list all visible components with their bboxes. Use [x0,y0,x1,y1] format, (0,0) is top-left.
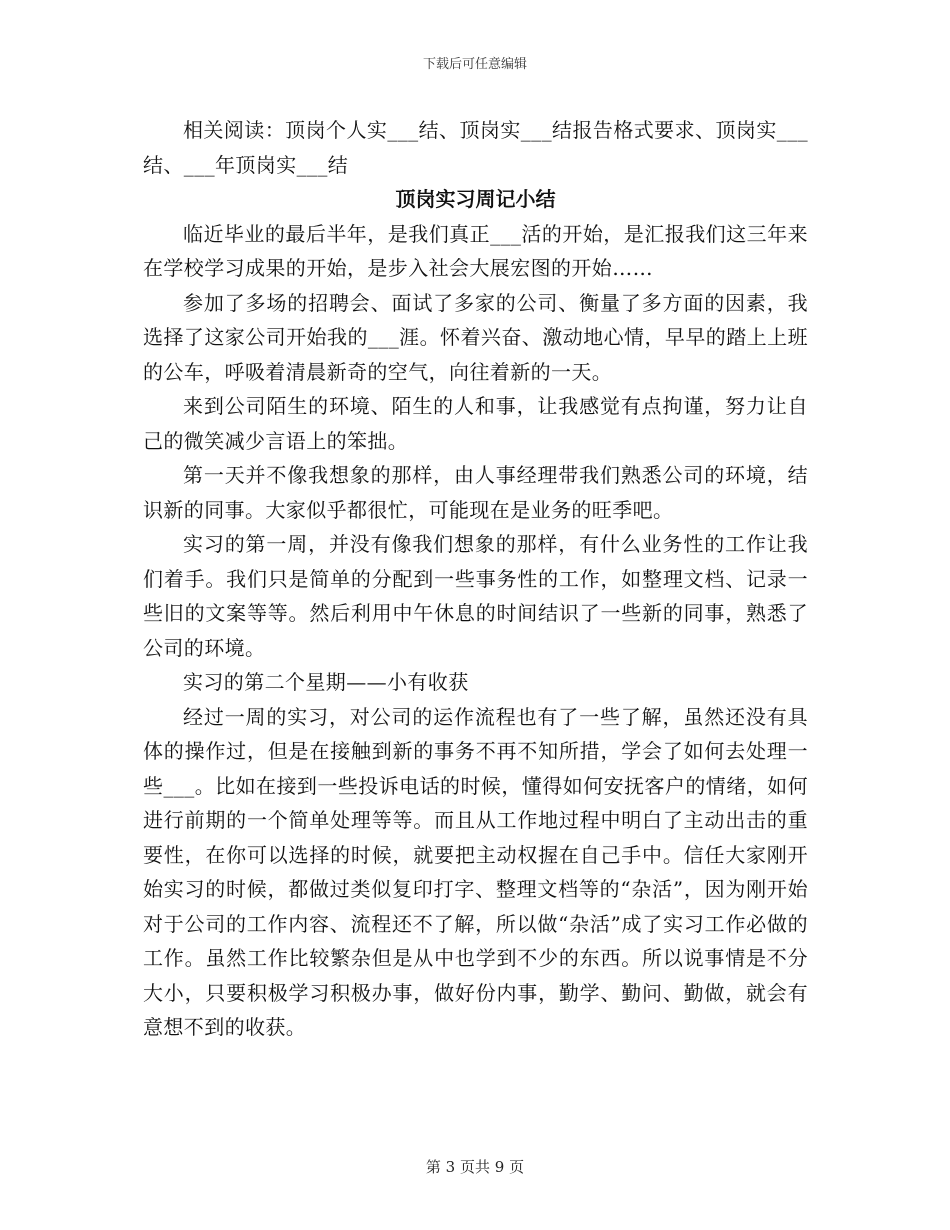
section-heading: 实习的第二个星期——小有收获 [183,670,469,694]
document-body [143,113,808,1045]
paragraph: 来到公司陌生的环境、陌生的人和事，让我感觉有点拘谨，努力让自己的微笑减少言语上的笨拙。 [143,394,808,453]
related-reading: 相关阅读：顶岗个人实___结、顶岗实___结报告格式要求、顶岗实___结、___年顶岗实___结 [143,118,808,177]
paragraph: 第一天并不像我想象的那样，由人事经理带我们熟悉公司的环境，结识新的同事。大家似乎都很忙，可能现在是业务的旺季吧。 [143,463,808,522]
article-title: 顶岗实习周记小结 [395,187,556,211]
page-footer: 第 3 页共 9 页 [425,1158,525,1176]
paragraph: 经过一周的实习，对公司的运作流程也有了一些了解，虽然还没有具体的操作过，但是在接触到新的事务不再不知所措，学会了如何去处理一些___。比如在接到一些投诉电话的时候，懂得如何安抚客户的情绪，如何进行前期的一个简单处理等等。而且从工作地过程中明白了主动出击的重要性，在你可以选择的时候，就要把主动权握在自己手中。信任大家刚开始实习的时候，都做过类似复印打字、整理文档等的“杂活”，因为刚开始对于公司的工作内容、流程还不了解，所以做“杂活”成了实习工作必做的工作。虽然工作比较繁杂但是从中也学到不少的东西。所以说事情是不分大小，只要积极学习积极办事，做好份内事，勤学、勤问、勤做，就会有意想不到的收获。 [143,704,808,1039]
paragraph: 参加了多场的招聘会、面试了多家的公司、衡量了多方面的因素，我选择了这家公司开始我的___涯。怀着兴奋、激动地心情，早早的踏上上班的公车，呼吸着清晨新奇的空气，向往着新的一天。 [143,290,808,384]
page-header: 下载后可任意编辑 [422,57,527,72]
paragraph: 临近毕业的最后半年，是我们真正___活的开始，是汇报我们这三年来在学校学习成果的开始，是步入社会大展宏图的开始…… [143,221,808,280]
paragraph: 实习的第一周，并没有像我们想象的那样，有什么业务性的工作让我们着手。我们只是简单的分配到一些事务性的工作，如整理文档、记录一些旧的文案等等。然后利用中午休息的时间结识了一些新的同事，熟悉了公司的环境。 [143,532,808,660]
